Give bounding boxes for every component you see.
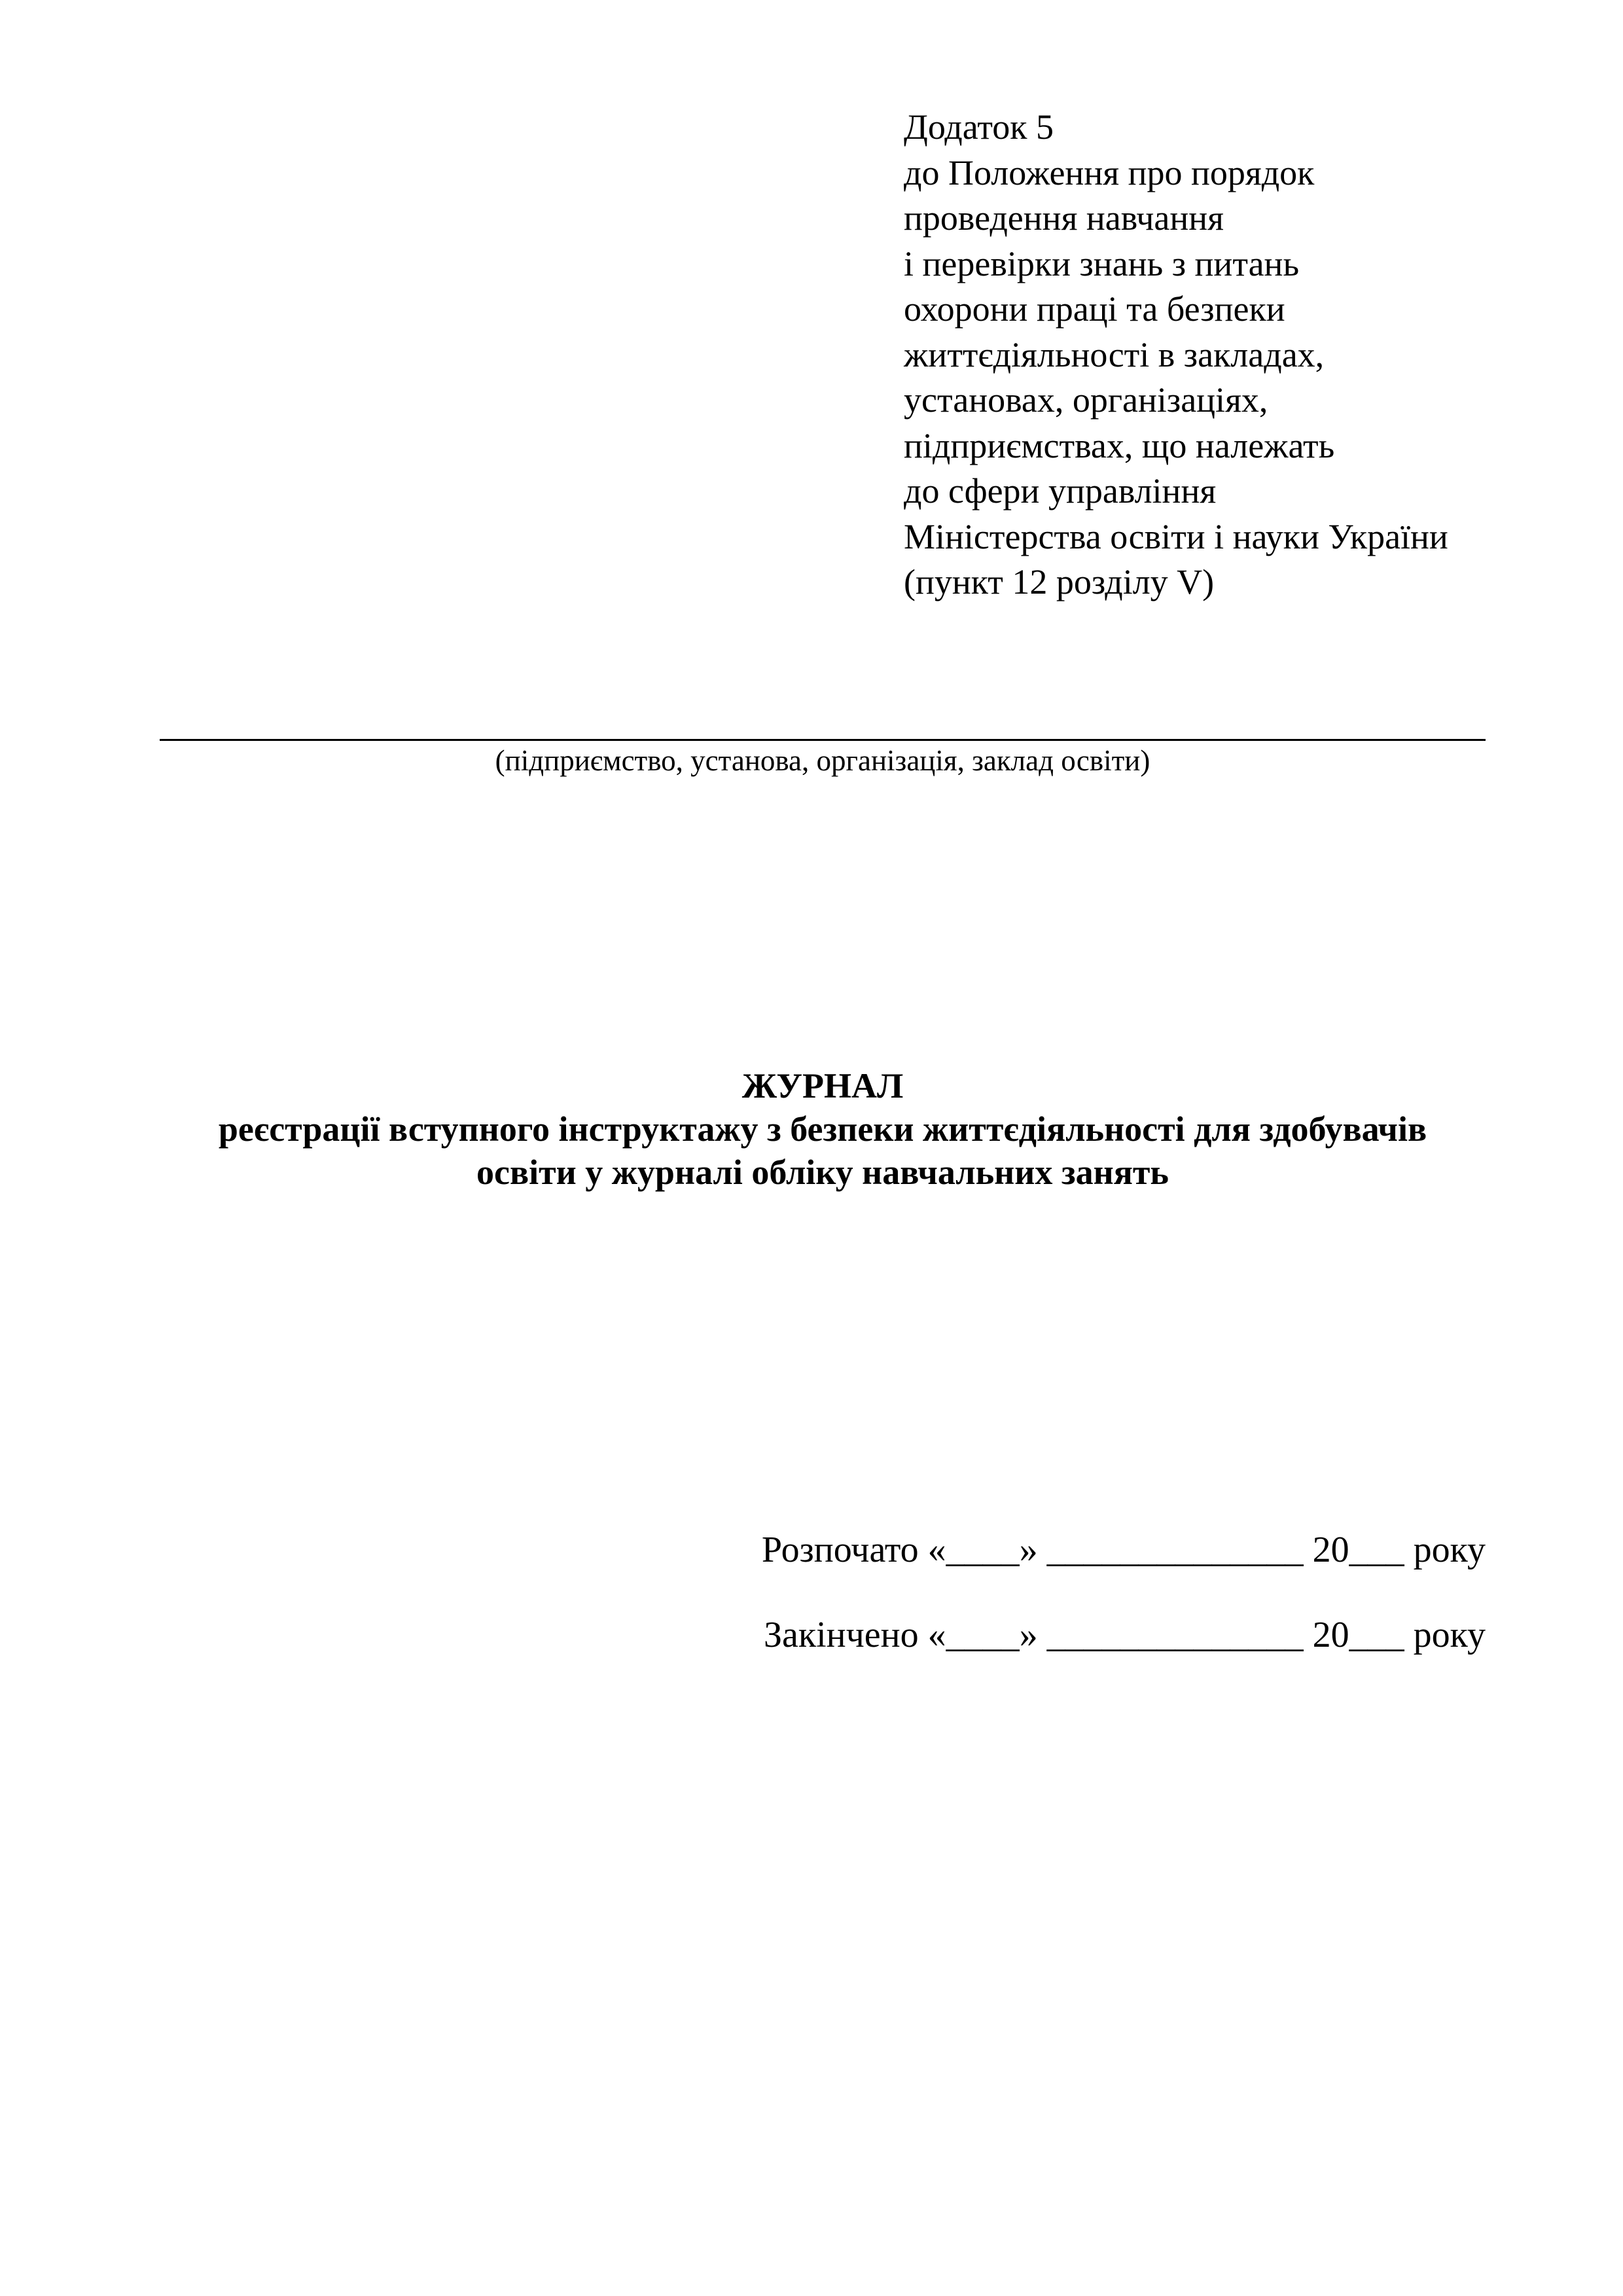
appendix-line: (пункт 12 розділу V) xyxy=(904,562,1215,601)
appendix-line: Міністерства освіти і науки України xyxy=(904,516,1448,556)
journal-subtitle-line-1: реєстрації вступного інструктажу з безпеки життєдіяльності для здобувачів xyxy=(218,1109,1427,1149)
appendix-line: проведення навчання xyxy=(904,198,1224,238)
appendix-line: підприємствах, що належать xyxy=(904,425,1335,465)
organization-caption: (підприємство, установа, організація, заклад освіти) xyxy=(495,744,1150,777)
journal-subtitle-line-2: освіти у журналі обліку навчальних занять xyxy=(476,1153,1169,1192)
journal-title: ЖУРНАЛ xyxy=(741,1066,904,1105)
appendix-line: і перевірки знань з питань xyxy=(904,243,1300,283)
appendix-reference-block xyxy=(904,105,1597,605)
appendix-line: до сфери управління xyxy=(904,471,1217,511)
journal-title-block xyxy=(131,1064,1514,1194)
appendix-line: до Положення про порядок xyxy=(904,152,1315,192)
start-date-line: Розпочато «____» ______________ 20___ року xyxy=(761,1530,1486,1570)
end-date-line: Закінчено «____» ______________ 20___ року xyxy=(763,1615,1486,1655)
appendix-line: Додаток 5 xyxy=(904,107,1054,147)
appendix-line: охорони праці та безпеки xyxy=(904,289,1285,329)
appendix-line: установах, організаціях, xyxy=(904,380,1268,420)
appendix-line: життєдіяльності в закладах, xyxy=(904,334,1325,374)
